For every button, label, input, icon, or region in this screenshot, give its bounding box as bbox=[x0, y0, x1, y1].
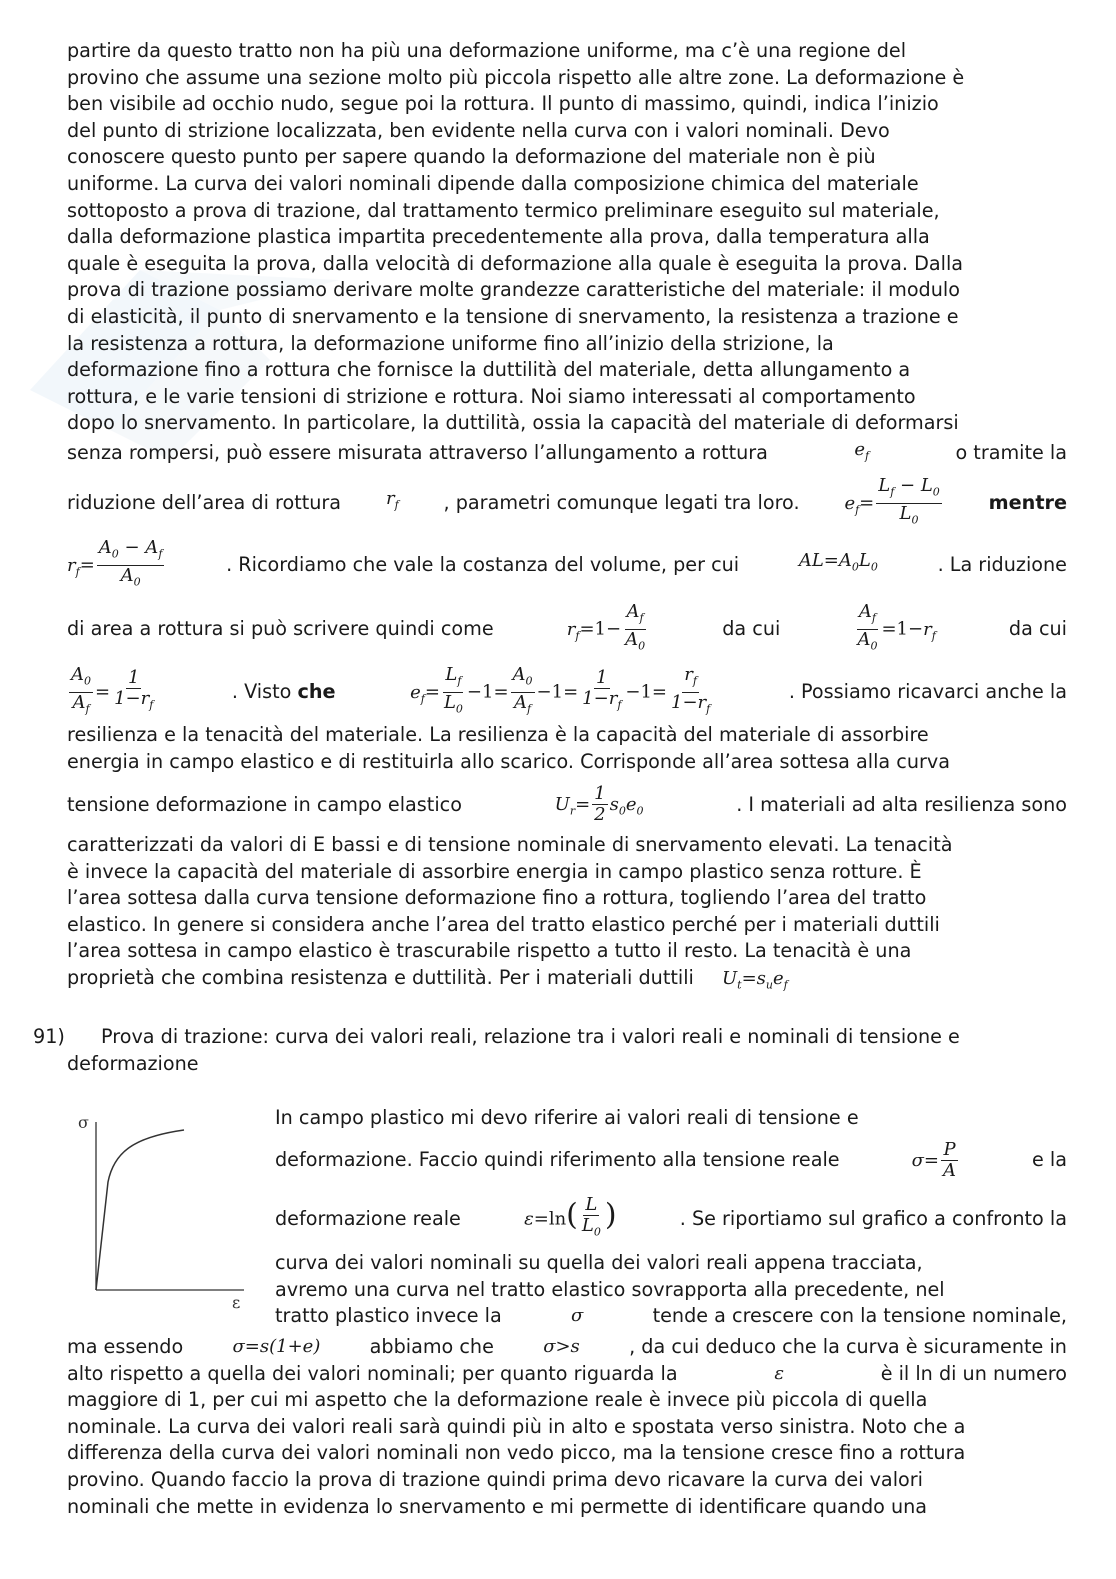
text-line: provino. Quando faccio la prova di trazione quindi prima devo ricavare la curva dei valori bbox=[67, 1467, 923, 1491]
text-line: In campo plastico mi devo riferire ai valori reali di tensione e bbox=[275, 1105, 859, 1129]
text-line: rottura, e le varie tensioni di strizione e rottura. Noi siamo interessati al comportamento bbox=[67, 384, 916, 408]
text-line: curva dei valori nominali su quella dei valori reali appena tracciata, bbox=[275, 1251, 923, 1274]
section-number: 91) bbox=[33, 1025, 65, 1048]
formula-resilience: $U_r=$ $\frac{1}{2}$ $s_0e_0$ bbox=[554, 783, 644, 826]
text-line: maggiore di 1, per cui mi aspetto che la deformazione reale è invece più piccola di quella bbox=[67, 1388, 928, 1412]
text-line: elastico. In genere si considera anche l’area del tratto elastico perché per i materiali duttili bbox=[67, 912, 940, 936]
figure-text bbox=[275, 1104, 1067, 1330]
text-line: ben visibile ad occhio nudo, segue poi la rottura. Il punto di massimo, quindi, indica l’inizio bbox=[67, 92, 939, 116]
text-line: nominale. La curva dei valori reali sarà quindi più in alto e spostata verso sinistra. Noto che a bbox=[67, 1414, 966, 1438]
text-line: tensione deformazione in campo elastico $U_r=$ $\frac{1}{2}$ $s_0e_0$ . I materiali ad alta resilienza sono bbox=[67, 783, 1067, 826]
text-block bbox=[67, 832, 1067, 999]
text-line: avremo una curva nel tratto elastico sovrapporta alla precedente, nel bbox=[275, 1277, 945, 1301]
formula-ef-chain: $e_f=$ $\frac{L_f}{L_0}$ −1= $\frac{A_0}{A_f}$ −1= $\frac{1}{1-r_f}$ −1= $\frac{r_f}{1-r_f}$ bbox=[410, 663, 711, 716]
text-line: resilienza e la tenacità del materiale. La resilienza è la capacità del materiale di assorbire bbox=[67, 723, 929, 746]
formula-sigma-relation: σ=s(1+e) bbox=[232, 1336, 321, 1357]
formula-line bbox=[67, 536, 1067, 590]
text-line: uniforme. La curva dei valori nominali dipende dalla composizione chimica del materiale bbox=[67, 171, 919, 195]
text-line: $r_f=$ $\frac{A_0 - A_f}{A_0}$ . Ricordiamo che vale la costanza del volume, per cui $AL=A_0L_0$ . La riduzione bbox=[67, 540, 1067, 590]
formula-sigma: σ bbox=[571, 1305, 584, 1327]
text-line: è invece la capacità del materiale di assorbire energia in campo plastico senza rotture. È bbox=[67, 859, 922, 883]
text-line: nominali che mette in evidenza lo snervamento e mi permette di identificare quando una bbox=[67, 1494, 928, 1518]
text-line: caratterizzati da valori di E bassi e di tensione nominale di snervamento elevati. La tenacità bbox=[67, 833, 953, 856]
stress-strain-chart bbox=[74, 1112, 254, 1312]
text-line: $\frac{A_0}{A_f}$ = $\frac{1}{1-r_f}$ . Visto che $e_f=$ $\frac{L_f}{L_0}$ −1= $\frac{A_0}{A_f}$ −1= $\frac{1}{1-r_f}$ −1= $\frac{r_f}{1-r_f}$ . Possiamo ricavarci anche la bbox=[67, 666, 1067, 718]
text-line: conoscere questo punto per sapere quando la deformazione del materiale non è più bbox=[67, 145, 876, 169]
formula-epsilon: ε bbox=[774, 1362, 784, 1384]
formula-rf-def: $r_f=$ $\frac{A_0 - A_f}{A_0}$ bbox=[67, 536, 163, 589]
formula-true-stress: σ= $\frac{P}{A}$ bbox=[911, 1138, 956, 1181]
formula-true-strain: ε=ln( $\frac{L}{L_0}$ ) bbox=[524, 1194, 617, 1239]
text-line: l’area sottesa in campo elastico è trascurabile rispetto a tutto il resto. La tenacità è una bbox=[67, 939, 912, 963]
y-axis-label: σ bbox=[78, 1113, 89, 1132]
section-paragraph bbox=[67, 1334, 1067, 1520]
text-block bbox=[67, 722, 1067, 775]
section-title-cont: deformazione bbox=[67, 1051, 199, 1075]
formula-toughness: $U_t=s_ue_f$ bbox=[721, 967, 788, 992]
main-paragraph bbox=[67, 38, 1067, 470]
text-line: alto rispetto a quella dei valori nominali; per quanto riguarda la ε è il ln di un numero bbox=[67, 1361, 1067, 1388]
text-line: riduzione dell’area di rottura $r_f$ , parametri comunque legati tra loro. $e_f=$ $\frac{L_f - L_0}{L_0}$ mentre bbox=[67, 478, 1067, 528]
text-line: senza rompersi, può essere misurata attraverso l’allungamento a rottura $e_f$ o tramite la bbox=[67, 437, 1067, 470]
formula-inverse-ratio: $\frac{A_0}{A_f}$ = $\frac{1}{1-r_f}$ bbox=[71, 663, 154, 716]
text-line: provino che assume una sezione molto più piccola rispetto alle altre zone. La deformazione è bbox=[67, 65, 965, 89]
formula-volume: $AL=A_0L_0$ bbox=[798, 550, 878, 574]
formula-area-ratio: $\frac{A_f}{A_0}$ $=1-r_f$ bbox=[857, 600, 936, 653]
text-line: dalla deformazione plastica impartita precedentemente alla prova, dalla temperatura alla bbox=[67, 225, 930, 249]
formula-ef-def: $e_f=$ $\frac{L_f - L_0}{L_0}$ bbox=[844, 474, 940, 527]
text-line: la resistenza a rottura, la deformazione uniforme fino all’inizio della strizione, la bbox=[67, 331, 834, 355]
text-line: differenza della curva dei valori nominali non vedo picco, ma la tensione cresce fino a rottura bbox=[67, 1441, 966, 1465]
section-title: Prova di trazione: curva dei valori reali, relazione tra i valori reali e nominali di tensione e bbox=[101, 1025, 960, 1048]
formula-line bbox=[67, 474, 1067, 528]
text-line: proprietà che combina resistenza e duttilità. Per i materiali duttili $U_t=s_ue_f$ bbox=[67, 965, 788, 992]
formula-sigma-gt-s: σ>s bbox=[543, 1336, 580, 1357]
text-line: prova di trazione possiamo derivare molte grandezze caratteristiche del materiale: il modulo bbox=[67, 278, 960, 302]
text-line: ma essendo σ=s(1+e) abbiamo che σ>s , da cui deduco che la curva è sicuramente in bbox=[67, 1334, 1067, 1361]
text-line: di area a rottura si può scrivere quindi come $r_f=1-$ $\frac{A_f}{A_0}$ da cui $\frac{A_f}{A_0}$ $=1-r_f$ da cui bbox=[67, 603, 1067, 655]
text-line: deformazione fino a rottura che fornisce la duttilità del materiale, detta allungamento a bbox=[67, 358, 911, 382]
text-line: partire da questo tratto non ha più una deformazione uniforme, ma c’è una regione del bbox=[67, 39, 907, 62]
formula-line bbox=[67, 663, 1067, 718]
text-line: deformazione reale ε=ln( $\frac{L}{L_0}$ ) . Se riportiamo sul grafico a confronto la bbox=[275, 1188, 1067, 1250]
formula-line bbox=[67, 600, 1067, 655]
text-line: energia in campo elastico e di restituirla allo scarico. Corrisponde all’area sottesa alla curva bbox=[67, 749, 950, 773]
text-line: di elasticità, il punto di snervamento e la tensione di snervamento, la resistenza a trazione e bbox=[67, 304, 959, 328]
text-line: tratto plastico invece la σ tende a crescere con la tensione nominale, bbox=[275, 1303, 1067, 1330]
formula-line bbox=[67, 780, 1067, 830]
formula-rf-alt: $r_f=1-$ $\frac{A_f}{A_0}$ bbox=[566, 600, 646, 653]
formula-ef: $e_f$ bbox=[854, 438, 870, 463]
formula-rf: $r_f$ bbox=[385, 488, 399, 512]
text-line: dopo lo snervamento. In particolare, la duttilità, ossia la capacità del materiale di deformarsi bbox=[67, 411, 959, 435]
section-heading bbox=[33, 1024, 1067, 1077]
text-line: del punto di strizione localizzata, ben evidente nella curva con i valori nominali. Devo bbox=[67, 118, 890, 142]
text-line: l’area sottesa dalla curva tensione deformazione fino a rottura, togliendo l’area del tratto bbox=[67, 886, 927, 910]
text-line: deformazione. Faccio quindi riferimento alla tensione reale σ= $\frac{P}{A}$ e la bbox=[275, 1138, 1067, 1181]
text-line: quale è eseguita la prova, dalla velocità di deformazione alla quale è eseguita la prova. Dalla bbox=[67, 251, 964, 275]
x-axis-label: ε bbox=[232, 1293, 241, 1312]
true-stress-curve bbox=[96, 1130, 184, 1290]
text-line: sottoposto a prova di trazione, dal trattamento termico preliminare eseguito sul materiale, bbox=[67, 198, 940, 222]
